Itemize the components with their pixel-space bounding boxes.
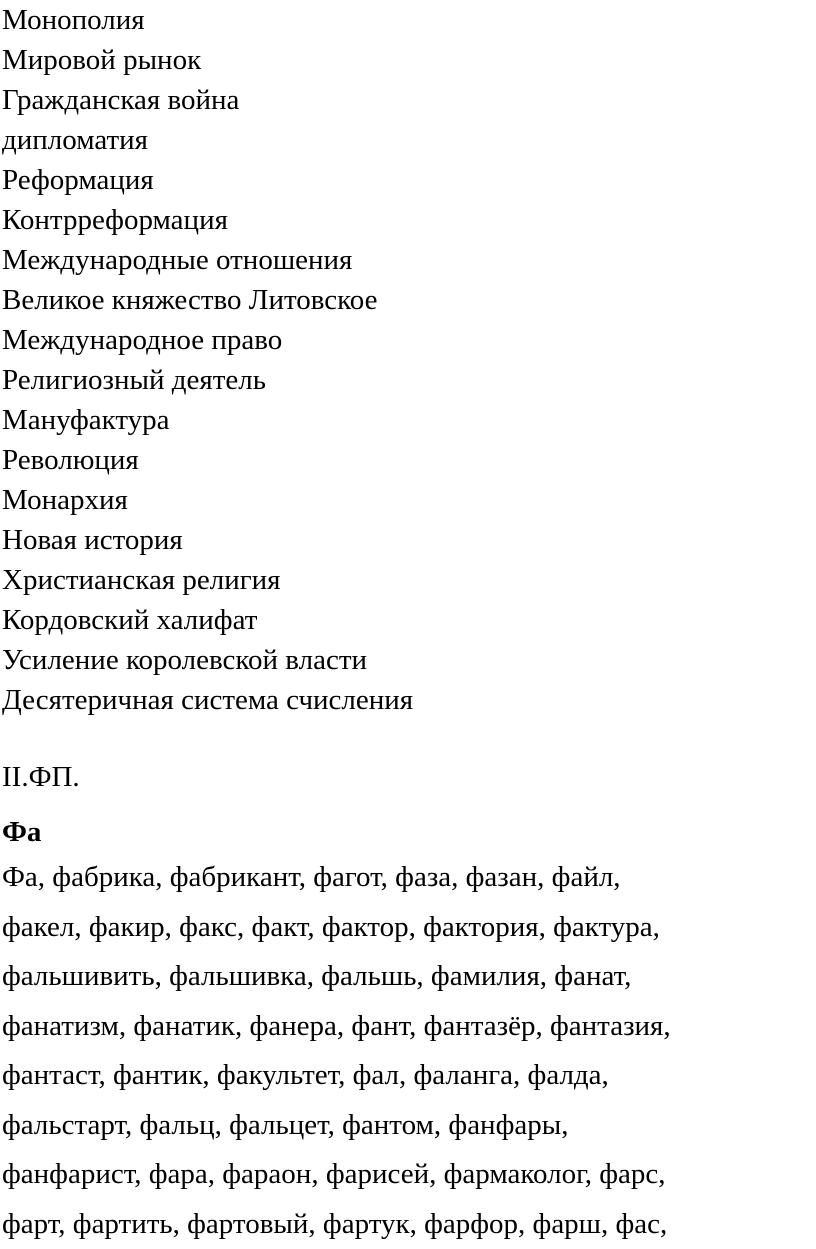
list-item: Усиление королевской власти xyxy=(2,640,413,680)
list-item: Международное право xyxy=(2,320,413,360)
list-item: Монархия xyxy=(2,480,413,520)
list-item: Мануфактура xyxy=(2,400,413,440)
list-item: Международные отношения xyxy=(2,240,413,280)
list-item: Монополия xyxy=(2,0,413,40)
list-item: Гражданская война xyxy=(2,80,413,120)
list-item: дипломатия xyxy=(2,120,413,160)
list-item: Религиозный деятель xyxy=(2,360,413,400)
list-item: Десятеричная система счисления xyxy=(2,680,413,720)
list-item: Кордовский халифат xyxy=(2,600,413,640)
paragraph-line: фанфарист, фара, фараон, фарисей, фармаколог, фарс, xyxy=(2,1150,814,1200)
paragraph-line: фанатизм, фанатик, фанера, фант, фантазёр, фантазия, xyxy=(2,1002,814,1052)
paragraph-line: факел, факир, факс, факт, фактор, фактория, фактура, xyxy=(2,903,814,953)
fa-heading: Фа xyxy=(2,812,41,852)
word-paragraph xyxy=(2,853,814,1249)
list-item: Христианская религия xyxy=(2,560,413,600)
term-list xyxy=(2,0,413,720)
paragraph-line: фальшивить, фальшивка, фальшь, фамилия, фанат, xyxy=(2,952,814,1002)
list-item: Новая история xyxy=(2,520,413,560)
paragraph-line: Фа, фабрика, фабрикант, фагот, фаза, фазан, файл, xyxy=(2,853,814,903)
paragraph-line: фантаст, фантик, факультет, фал, фаланга, фалда, xyxy=(2,1051,814,1101)
list-item: Реформация xyxy=(2,160,413,200)
list-item: Контрреформация xyxy=(2,200,413,240)
list-item: Великое княжество Литовское xyxy=(2,280,413,320)
list-item: Мировой рынок xyxy=(2,40,413,80)
section-heading: II.ФП. xyxy=(2,757,80,797)
paragraph-line: фальстарт, фальц, фальцет, фантом, фанфары, xyxy=(2,1101,814,1151)
list-item: Революция xyxy=(2,440,413,480)
paragraph-line: фарт, фартить, фартовый, фартук, фарфор, фарш, фас, xyxy=(2,1200,814,1249)
